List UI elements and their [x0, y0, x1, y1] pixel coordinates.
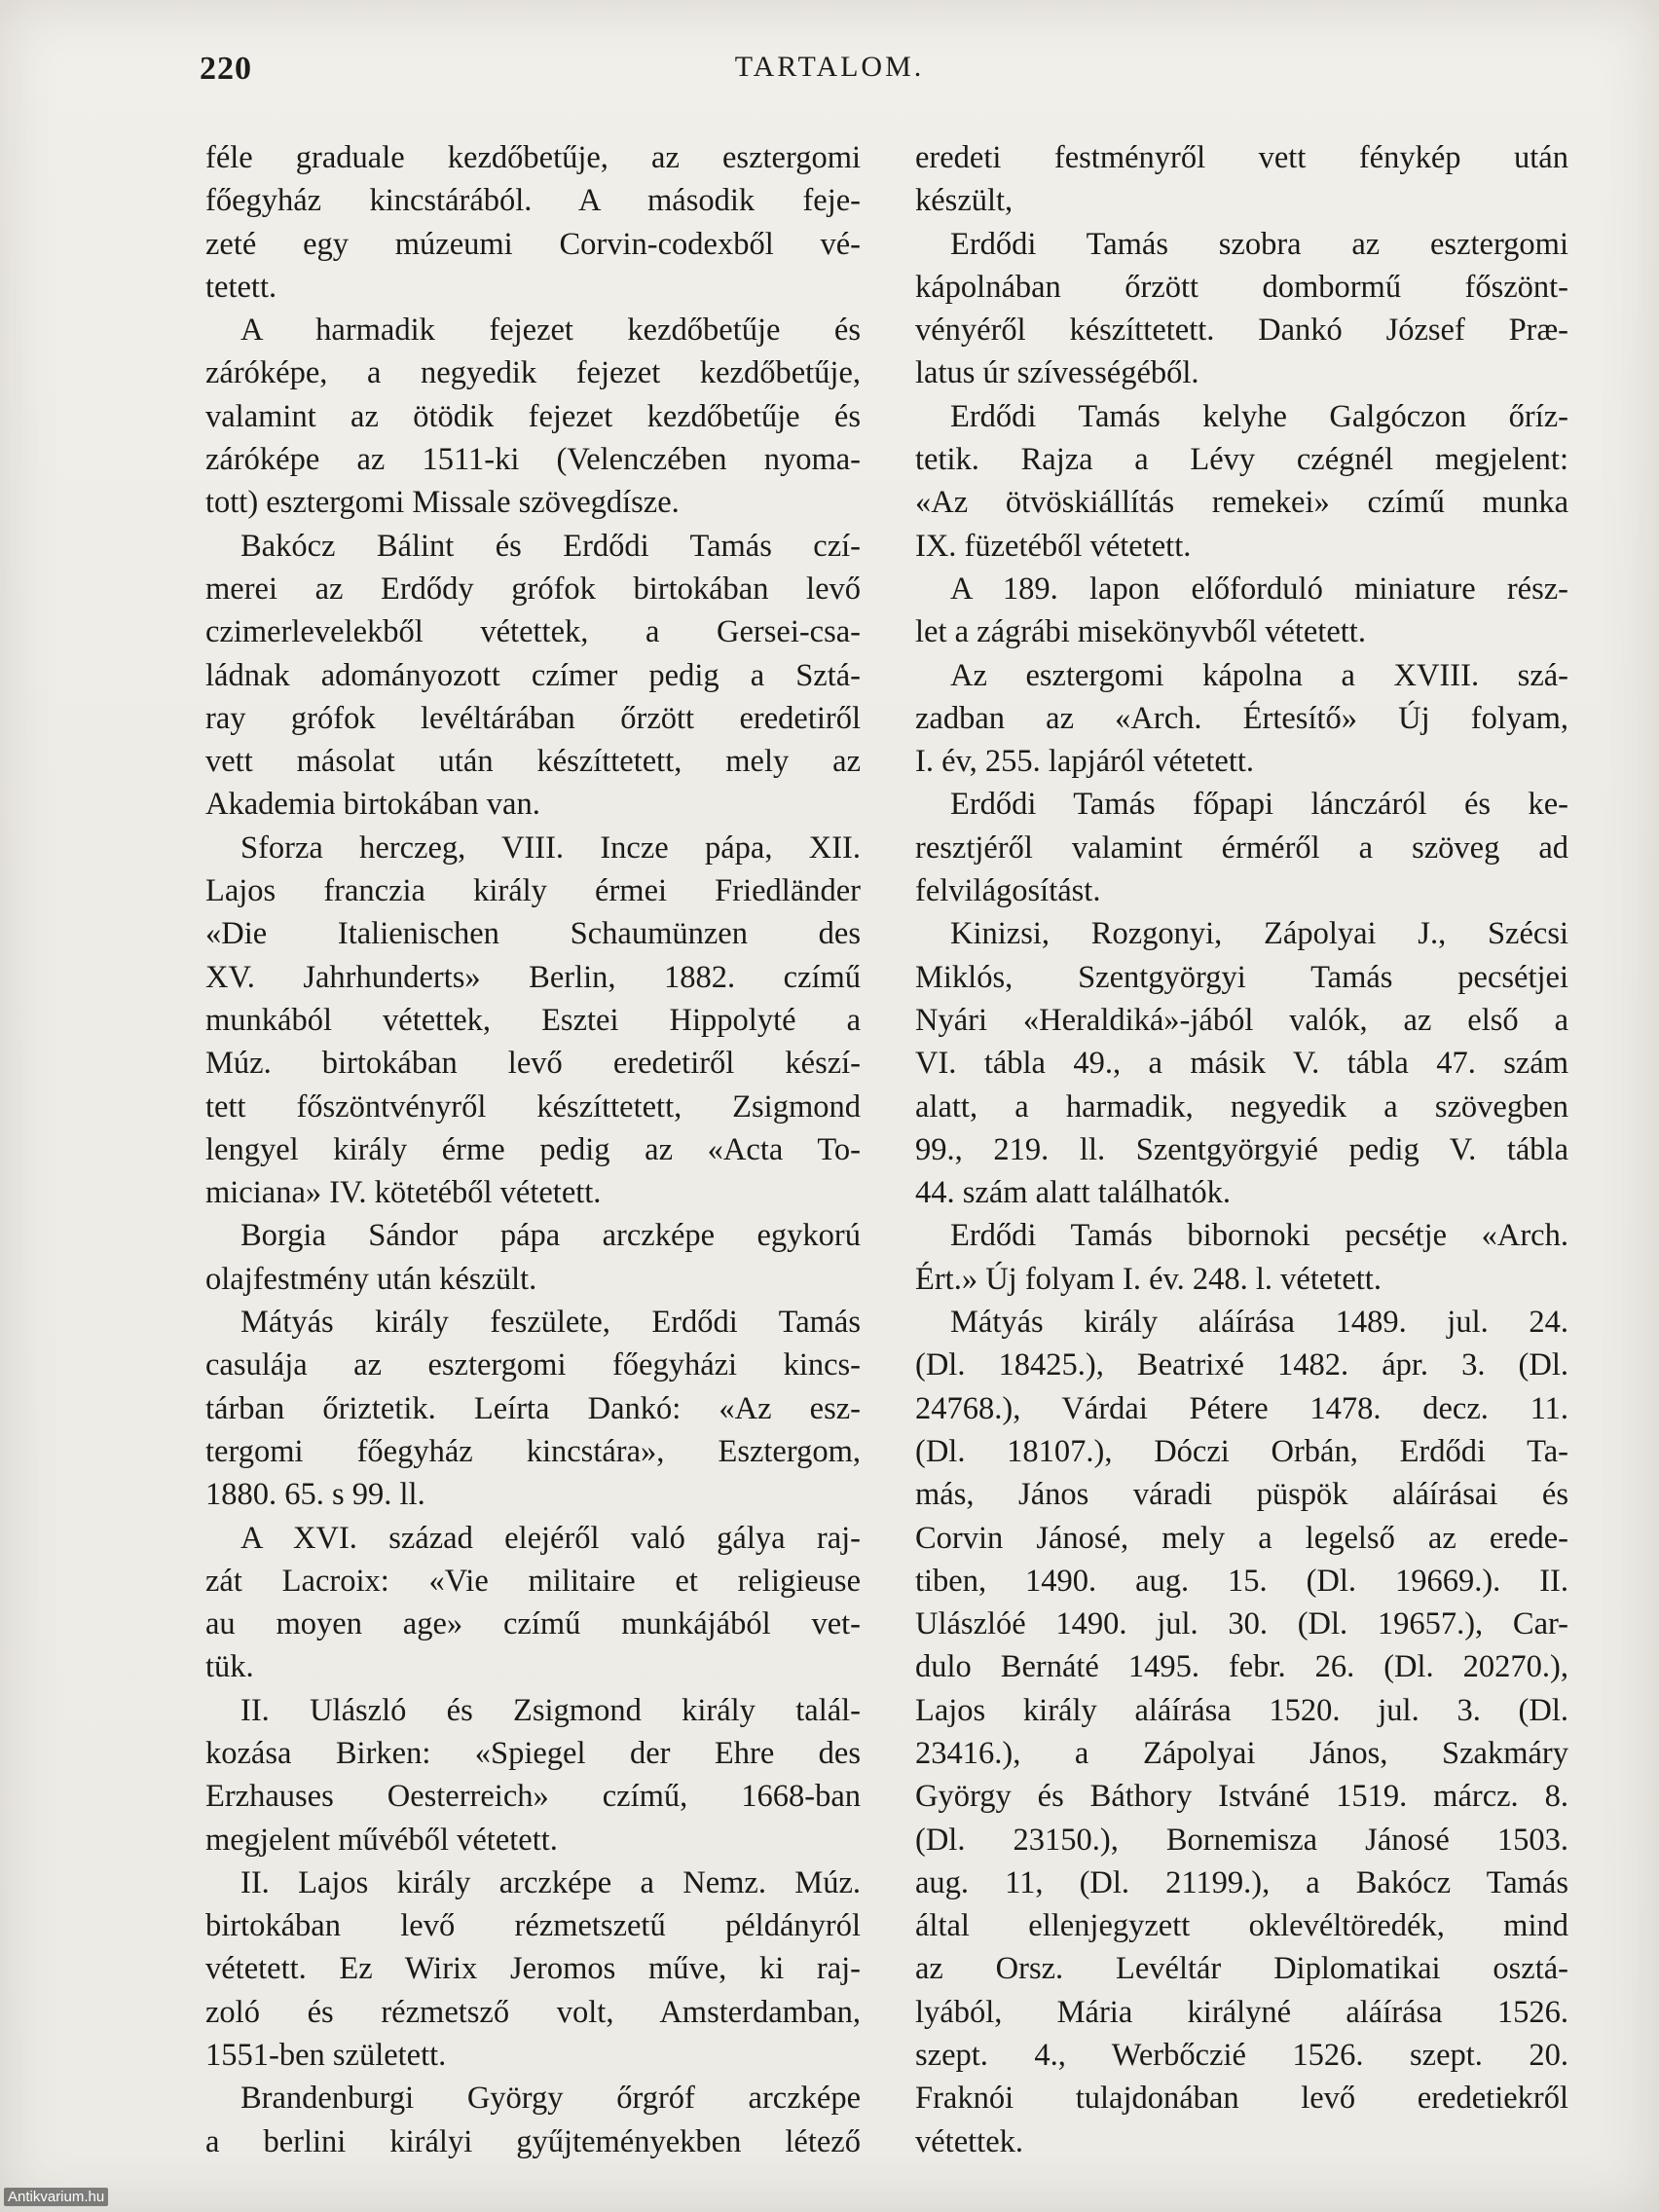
text-line: Akademia birtokában van. — [205, 787, 540, 823]
text-line: Nyári «Heraldiká»-jából valók, az első a — [915, 1002, 1568, 1038]
text-line: 44. szám alatt találhatók. — [915, 1175, 1231, 1211]
text-line: Miklós, Szentgyörgyi Tamás pecsétjei — [915, 959, 1568, 995]
page-number: 220 — [200, 51, 252, 87]
text-line: féle graduale kezdőbetűje, az esztergomi — [205, 140, 861, 175]
paragraph — [915, 223, 1568, 395]
paragraph — [915, 136, 1568, 223]
text-line: A XVI. század elejéről való gálya raj- — [240, 1520, 861, 1556]
text-line: szept. 4., Werbőczié 1526. szept. 20. — [915, 2038, 1568, 2074]
paragraph — [205, 525, 861, 827]
text-line: «Az ötvöskiállítás remekei» czímű munka — [915, 485, 1568, 521]
paragraph — [205, 136, 861, 309]
text-line: zadban az «Arch. Értesítő» Új folyam, — [915, 700, 1568, 736]
text-line: Lajos király aláírása 1520. jul. 3. (Dl. — [915, 1692, 1568, 1728]
text-line: kápolnában őrzött dombormű főszönt- — [915, 269, 1568, 305]
paragraph — [915, 783, 1568, 912]
text-line: Mátyás király aláírása 1489. jul. 24. — [950, 1305, 1568, 1341]
text-line: VI. tábla 49., a másik V. tábla 47. szám — [915, 1046, 1568, 1082]
text-line: Lajos franczia király érmei Friedländer — [205, 873, 861, 909]
text-line: IX. füzetéből vétetett. — [915, 528, 1192, 564]
text-line: Sforza herczeg, VIII. Incze pápa, XII. — [240, 830, 861, 866]
text-line: merei az Erdődy grófok birtokában levő — [205, 571, 861, 607]
running-title: TARTALOM. — [734, 51, 925, 83]
text-line: munkából vétettek, Esztei Hippolyté a — [205, 1002, 861, 1038]
paragraph — [205, 1689, 861, 1862]
text-line: aug. 11, (Dl. 21199.), a Bakócz Tamás — [915, 1864, 1568, 1900]
text-line: alatt, a harmadik, negyedik a szövegben — [915, 1088, 1568, 1124]
text-line: készült, — [915, 183, 1014, 219]
text-line: II. Ulászló és Zsigmond király talál- — [240, 1692, 861, 1728]
text-line: 24768.), Várdai Pétere 1478. decz. 11. — [915, 1390, 1568, 1426]
text-line: Erdődi Tamás szobra az esztergomi — [950, 226, 1568, 262]
paragraph — [205, 2077, 861, 2163]
text-line: (Dl. 23150.), Bornemisza Jánosé 1503. — [915, 1822, 1568, 1858]
text-line: (Dl. 18425.), Beatrixé 1482. ápr. 3. (Dl. — [915, 1347, 1568, 1383]
text-line: vett másolat után készíttetett, mely az — [205, 744, 861, 780]
text-line: záróképe az 1511-ki (Velenczében nyoma- — [205, 442, 861, 478]
text-line: au moyen age» czímű munkájából vet- — [205, 1606, 861, 1642]
text-line: let a zágrábi misekönyvből vétetett. — [915, 614, 1366, 650]
text-line: tergomi főegyház kincstára», Esztergom, — [205, 1433, 861, 1469]
paragraph — [915, 912, 1568, 1214]
paragraph — [915, 1214, 1568, 1301]
text-line: Az esztergomi kápolna a XVIII. szá- — [950, 657, 1568, 693]
text-line: tett főszöntvényről készíttetett, Zsigmond — [205, 1088, 861, 1124]
text-line: vényéről készíttetett. Dankó József Præ- — [915, 313, 1568, 349]
text-line: Bakócz Bálint és Erdődi Tamás czí- — [240, 528, 861, 564]
text-line: Erdődi Tamás kelyhe Galgóczon őríz- — [950, 398, 1568, 434]
text-line: György és Báthory Istváné 1519. márcz. 8. — [915, 1779, 1568, 1815]
text-line: resztjéről valamint érméről a szöveg ad — [915, 830, 1568, 866]
text-line: Múz. birtokában levő eredetiről készí- — [205, 1046, 861, 1082]
text-line: felvilágosítást. — [915, 873, 1101, 909]
text-line: Erzhauses Oesterreich» czímű, 1668-ban — [205, 1779, 861, 1815]
text-line: Erdődi Tamás főpapi lánczáról és ke- — [950, 787, 1568, 823]
text-line: 99., 219. ll. Szentgyörgyié pedig V. tábla — [915, 1131, 1568, 1167]
text-line: XV. Jahrhunderts» Berlin, 1882. czímű — [205, 959, 861, 995]
paragraph — [205, 827, 861, 1215]
text-line: Erdődi Tamás bibornoki pecsétje «Arch. — [950, 1218, 1568, 1254]
paragraph — [205, 1862, 861, 2077]
text-line: ládnak adományozott czímer pedig a Sztá- — [205, 657, 861, 693]
text-line: Corvin Jánosé, mely a legelső az erede- — [915, 1520, 1568, 1556]
text-line: «Die Italienischen Schaumünzen des — [205, 916, 861, 952]
text-line: Brandenburgi György őrgróf arczképe — [240, 2081, 861, 2117]
paragraph — [205, 309, 861, 524]
text-line: birtokában levő rézmetszetű példányról — [205, 1908, 861, 1944]
text-line: zeté egy múzeumi Corvin-codexből vé- — [205, 226, 861, 262]
text-line: miciana» IV. kötetéből vétetett. — [205, 1175, 602, 1211]
text-line: II. Lajos király arczképe a Nemz. Múz. — [240, 1864, 861, 1900]
text-line: valamint az ötödik fejezet kezdőbetűje és — [205, 398, 861, 434]
text-line: Ért.» Új folyam I. év. 248. l. vétetett. — [915, 1261, 1382, 1297]
text-line: 1880. 65. s 99. ll. — [205, 1477, 425, 1513]
text-line: Borgia Sándor pápa arczképe egykorú — [240, 1218, 861, 1254]
text-line: záróképe, a negyedik fejezet kezdőbetűje, — [205, 355, 861, 391]
text-line: Kinizsi, Rozgonyi, Zápolyai J., Szécsi — [950, 916, 1568, 952]
text-line: A harmadik fejezet kezdőbetűje és — [240, 313, 861, 349]
text-line: által ellenjegyzett oklevéltöredék, mind — [915, 1908, 1568, 1944]
paragraph — [205, 1214, 861, 1301]
text-line: czimerlevelekből vétettek, a Gersei-csa- — [205, 614, 861, 650]
text-line: vétetett. Ez Wirix Jeromos műve, ki raj- — [205, 1951, 861, 1987]
text-line: Mátyás király feszülete, Erdődi Tamás — [240, 1305, 861, 1341]
text-line: megjelent művéből vétetett. — [205, 1822, 558, 1858]
text-line: főegyház kincstárából. A második feje- — [205, 183, 861, 219]
text-line: vétettek. — [915, 2123, 1023, 2159]
paragraph — [205, 1517, 861, 1689]
text-line: A 189. lapon előforduló miniature rész- — [950, 571, 1568, 607]
text-line: az Orsz. Levéltár Diplomatikai osztá- — [915, 1951, 1568, 1987]
text-line: Ulászlóé 1490. jul. 30. (Dl. 19657.), Car- — [915, 1606, 1568, 1642]
paragraph — [915, 654, 1568, 784]
text-line: latus úr szívességéből. — [915, 355, 1199, 391]
text-line: casulája az esztergomi főegyházi kincs- — [205, 1347, 861, 1383]
text-line: Fraknói tulajdonában levő eredetiekről — [915, 2081, 1568, 2117]
right-column — [915, 136, 1568, 2163]
watermark: Antikvarium.hu — [4, 2188, 108, 2206]
text-line: 1551-ben született. — [205, 2038, 447, 2074]
paragraph — [915, 568, 1568, 654]
text-line: lengyel király érme pedig az «Acta To- — [205, 1131, 861, 1167]
text-line: a berlini királyi gyűjteményekben létező — [205, 2123, 861, 2159]
text-line: 23416.), a Zápolyai János, Szakmáry — [915, 1735, 1568, 1771]
text-line: tetett. — [205, 269, 277, 305]
paragraph — [915, 1301, 1568, 2163]
text-line: zát Lacroix: «Vie militaire et religieuse — [205, 1563, 861, 1599]
text-line: (Dl. 18107.), Dóczi Orbán, Erdődi Ta- — [915, 1433, 1568, 1469]
text-line: zoló és rézmetsző volt, Amsterdamban, — [205, 1994, 861, 2030]
text-line: tiben, 1490. aug. 15. (Dl. 19669.). II. — [915, 1563, 1568, 1599]
text-line: kozása Birken: «Spiegel der Ehre des — [205, 1735, 861, 1771]
text-line: lyából, Mária királyné aláírása 1526. — [915, 1994, 1568, 2030]
text-line: I. év, 255. lapjáról vétetett. — [915, 744, 1255, 780]
paragraph — [915, 395, 1568, 568]
text-line: más, János váradi püspök aláírásai és — [915, 1477, 1568, 1513]
text-line: tük. — [205, 1649, 254, 1685]
text-line: olajfestmény után készült. — [205, 1261, 537, 1297]
text-line: tetik. Rajza a Lévy czégnél megjelent: — [915, 442, 1568, 478]
text-line: dulo Bernáté 1495. febr. 26. (Dl. 20270.), — [915, 1649, 1568, 1685]
text-line: tott) esztergomi Missale szövegdísze. — [205, 485, 680, 521]
text-line: tárban őriztetik. Leírta Dankó: «Az esz- — [205, 1390, 861, 1426]
text-line: ray grófok levéltárában őrzött eredetiről — [205, 700, 861, 736]
left-column — [205, 136, 861, 2163]
text-line: eredeti festményről vett fénykép után — [915, 140, 1568, 175]
paragraph — [205, 1301, 861, 1516]
